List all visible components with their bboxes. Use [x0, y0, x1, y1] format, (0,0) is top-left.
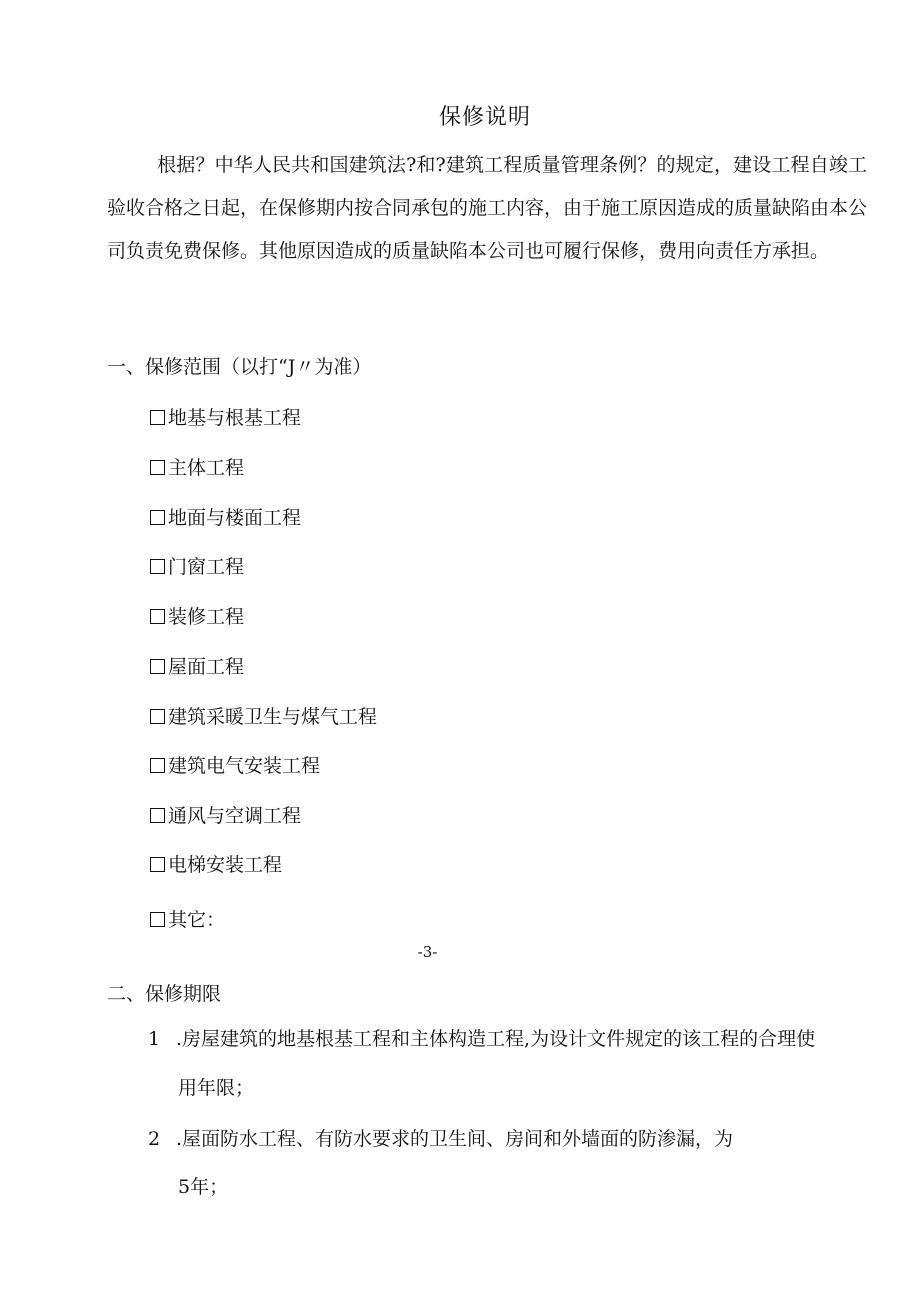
item-text-continued: 5年；	[178, 1176, 229, 1198]
scope-item	[150, 552, 244, 579]
checkbox-icon	[150, 758, 165, 773]
scope-item-label: 主体工程	[168, 457, 245, 479]
checkbox-icon	[150, 609, 165, 624]
scope-item	[150, 602, 244, 629]
item-number: 1	[148, 1028, 161, 1050]
scope-item	[150, 702, 377, 729]
scope-item	[150, 850, 282, 877]
section-heading-period: 二、保修期限	[107, 983, 222, 1005]
intro-paragraph	[107, 144, 867, 273]
checkbox-icon	[150, 808, 165, 823]
checkbox-icon	[150, 912, 165, 927]
scope-item-label: 屋面工程	[168, 656, 245, 678]
checkbox-icon	[150, 460, 165, 475]
period-item	[148, 1124, 868, 1151]
scope-item	[150, 905, 225, 932]
scope-item	[150, 453, 244, 480]
checkbox-icon	[150, 857, 165, 872]
scope-item	[150, 751, 320, 778]
item-text: .房屋建筑的地基根基工程和主体构造工程,为设计文件规定的该工程的合理使	[176, 1028, 816, 1050]
scope-item-label: 装修工程	[168, 606, 245, 628]
item-text: .屋面防水工程、有防水要求的卫生间、房间和外墙面的防渗漏，为	[176, 1128, 734, 1150]
scope-item-label: 其它：	[168, 909, 226, 931]
checkbox-icon	[150, 410, 165, 425]
scope-item	[150, 652, 244, 679]
scope-item	[150, 403, 301, 430]
scope-item-label: 门窗工程	[168, 556, 245, 578]
checkbox-icon	[150, 510, 165, 525]
page-number: -3-	[417, 943, 438, 961]
item-number: 2	[148, 1128, 161, 1150]
period-item	[148, 1024, 868, 1051]
scope-item-label: 地基与根基工程	[168, 407, 302, 429]
intro-text: 根据？中华人民共和国建筑法?和?建筑工程质量管理条例？的规定，建设工程自竣工验收合格之日起，在保修期内按合同承包的施工内容，由于施工原因造成的质量缺陷由本公司负责免费保修。其他原因造成的质量缺陷本公司也可履行保修，费用向责任方承担。	[107, 154, 868, 262]
checkbox-icon	[150, 709, 165, 724]
item-text-continued: 用年限；	[178, 1077, 255, 1099]
page-title: 保修说明	[438, 105, 531, 130]
scope-item-label: 电梯安装工程	[168, 854, 283, 876]
scope-item-label: 地面与楼面工程	[168, 507, 302, 529]
checkbox-icon	[150, 659, 165, 674]
scope-item-label: 建筑电气安装工程	[168, 755, 321, 777]
scope-item	[150, 801, 301, 828]
checkbox-icon	[150, 559, 165, 574]
scope-item-label: 通风与空调工程	[168, 805, 302, 827]
scope-item-label: 建筑采暖卫生与煤气工程	[168, 706, 378, 728]
scope-item	[150, 503, 301, 530]
section-heading-scope: 一、保修范围（以打“J〃为准）	[107, 356, 372, 378]
